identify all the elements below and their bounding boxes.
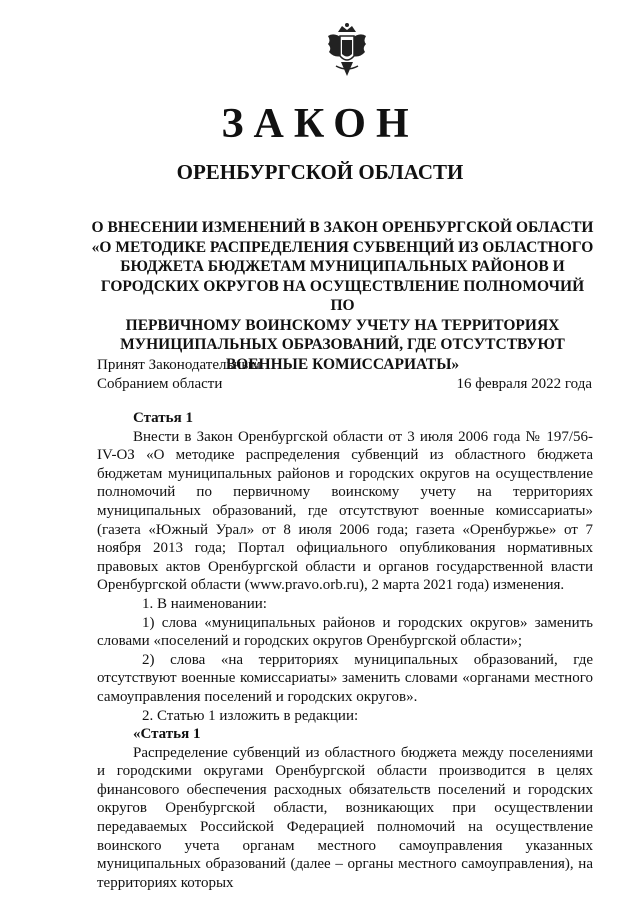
subject-line: ГОРОДСКИХ ОКРУГОВ НА ОСУЩЕСТВЛЕНИЕ ПОЛНОМОЧИЙ ПО [100,277,585,314]
article-paragraph: Внести в Закон Оренбургской области от 3 июля 2006 года № 197/56-IV-ОЗ «О методике распределения субвенций из областного бюджета бюджетам муниципальных районов и городских округов на осуществление полномочий по первичному воинскому учету на территориях муниципальных образований, где отсутствуют военные комиссариаты» (газета «Южный Урал» от 8 июля 2006 года; газета «Оренбуржье» от 7 ноября 2013 года; Портал официального опубликования нормативных правовых актов Оренбургской области и органов государственной власти Оренбургской области (www.pravo.orb.ru), 2 марта 2021 года) изменения. [97,428,593,594]
article-paragraph: Распределение субвенций из областного бюджета между поселениями и городскими округами Оренбургской области производится в целях финансового обеспечения расходных обязательств поселений и городских округов Оренбургской области, возникающих при осуществлении передаваемых Российской Федерацией полномочий на осуществление воинского учета органам местного самоуправления указанных муниципальных образований (далее – органы местного самоуправления), на территориях которых [97,744,593,891]
subject-line: МУНИЦИПАЛЬНЫХ ОБРАЗОВАНИЙ, ГДЕ ОТСУТСТВУЮТ [120,336,565,353]
region-title: ОРЕНБУРГСКОЙ ОБЛАСТИ [176,160,464,184]
article-subitem: 1) слова «муниципальных районов и городских округов» заменить словами «поселений и городских округов Оренбургской области»; [97,614,593,650]
article-item: 2. Статью 1 изложить в редакции: [142,707,359,724]
adoption-line: Собранием области [97,376,223,392]
adoption-line: Принят Законодательным [97,357,261,373]
law-title: ЗАКОН [221,101,419,147]
article-item: 1. В наименовании: [142,595,267,612]
subject-line: ПЕРВИЧНОМУ ВОИНСКОМУ УЧЕТУ НА ТЕРРИТОРИЯХ [125,316,560,334]
article-subitem: 2) слова «на территориях муниципальных образований, где отсутствуют военные комиссариаты» заменить словами «органами местного самоуправления поселений и городских округов». [97,651,593,705]
adoption-date: 16 февраля 2022 года [456,376,592,392]
adoption-body [97,356,261,394]
subject-line: БЮДЖЕТА БЮДЖЕТАМ МУНИЦИПАЛЬНЫХ РАЙОНОВ И [120,258,565,275]
article-heading: Статья 1 [133,410,193,426]
subject-line: О ВНЕСЕНИИ ИЗМЕНЕНИЙ В ЗАКОН ОРЕНБУРГСКОЙ ОБЛАСТИ [91,219,594,236]
coat-of-arms-icon [326,22,368,78]
article-body [97,409,593,892]
subject-line: ВОЕННЫЕ КОМИССАРИАТЫ» [225,355,460,373]
subject-line: «О МЕТОДИКЕ РАСПРЕДЕЛЕНИЯ СУБВЕНЦИЙ ИЗ ОБЛАСТНОГО [91,238,594,256]
law-subject [90,218,595,374]
quoted-article-heading: «Статья 1 [133,726,201,743]
